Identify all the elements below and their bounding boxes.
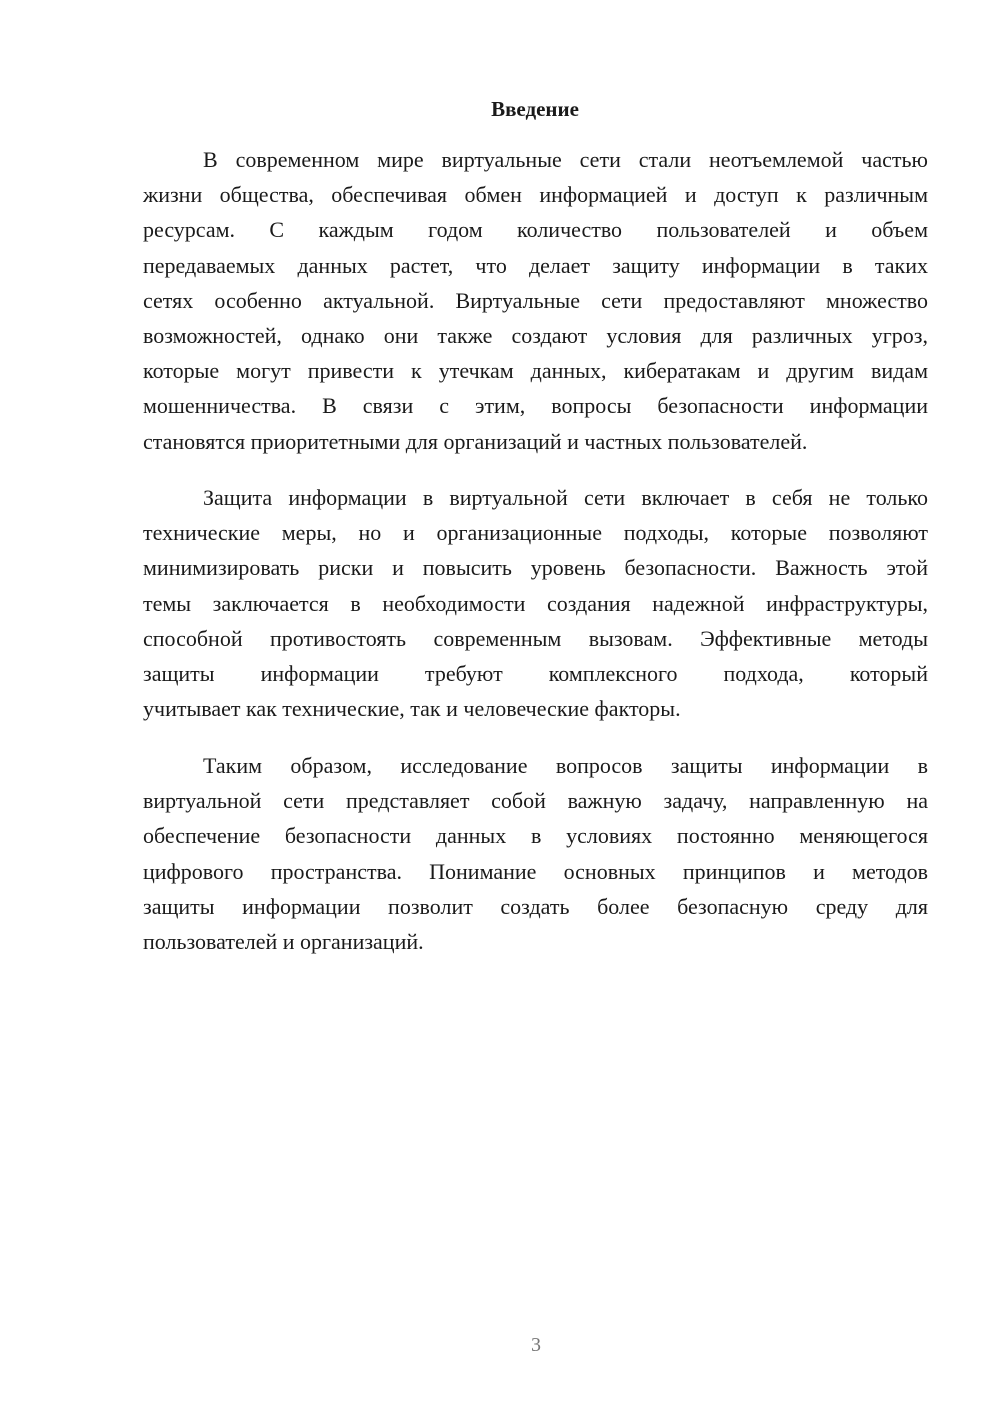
- text-line: жизни общества, обеспечивая обмен информацией и доступ к различным: [143, 182, 928, 208]
- paragraph-3: [143, 748, 928, 959]
- text-line: защиты информации позволит создать более безопасную среду для: [143, 893, 928, 919]
- text-line: учитывает как технические, так и человеческие факторы.: [143, 696, 681, 722]
- text-line: мошенничества. В связи с этим, вопросы безопасности информации: [143, 393, 928, 419]
- text-line: становятся приоритетными для организаций и частных пользователей.: [143, 428, 808, 454]
- text-line: ресурсам. С каждым годом количество пользователей и объем: [143, 217, 928, 243]
- text-line: технические меры, но и организационные подходы, которые позволяют: [143, 520, 928, 546]
- text-line: которые могут привести к утечкам данных, кибератакам и другим видам: [143, 358, 928, 384]
- text-line: виртуальной сети представляет собой важную задачу, направленную на: [143, 788, 928, 814]
- paragraph-1: [143, 142, 928, 459]
- text-line: обеспечение безопасности данных в условиях постоянно меняющегося: [143, 823, 928, 849]
- page-number: 3: [531, 1334, 541, 1356]
- text-line: возможностей, однако они также создают условия для различных угроз,: [143, 322, 928, 348]
- text-line: Таким образом, исследование вопросов защиты информации в: [203, 753, 928, 778]
- text-line: сетях особенно актуальной. Виртуальные сети предоставляют множество: [143, 287, 928, 313]
- text-line: цифрового пространства. Понимание основных принципов и методов: [143, 858, 928, 884]
- text-line: способной противостоять современным вызовам. Эффективные методы: [143, 625, 928, 651]
- text-line: пользователей и организаций.: [143, 928, 424, 954]
- text-line: темы заключается в необходимости создания надежной инфраструктуры,: [143, 590, 928, 616]
- text-line: защиты информации требуют комплексного подхода, который: [143, 660, 928, 686]
- text-line: передаваемых данных растет, что делает защиту информации в таких: [143, 252, 928, 278]
- text-line: В современном мире виртуальные сети стали неотъемлемой частью: [203, 147, 928, 172]
- text-line: Защита информации в виртуальной сети включает в себя не только: [203, 485, 928, 510]
- paragraph-2: [143, 480, 928, 726]
- section-title: Введение: [491, 97, 579, 121]
- text-line: минимизировать риски и повысить уровень безопасности. Важность этой: [143, 555, 928, 581]
